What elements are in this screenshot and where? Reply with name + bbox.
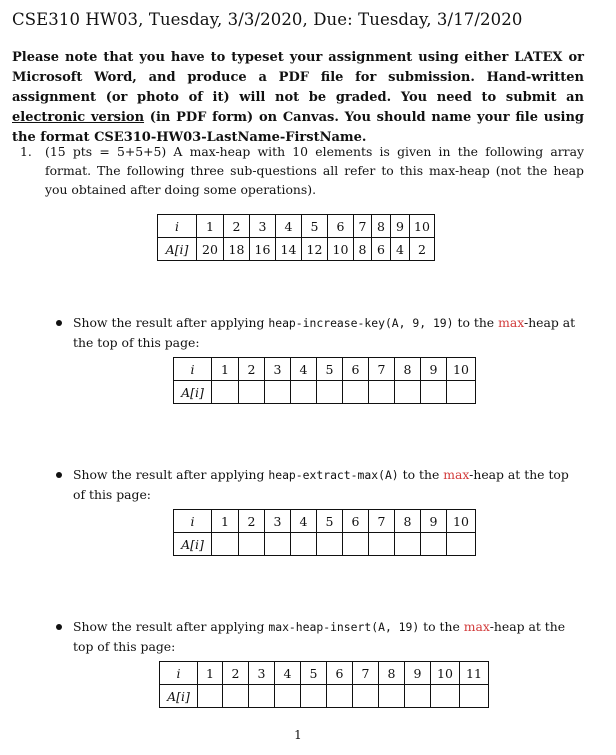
- index-cell: 6: [327, 662, 353, 685]
- submission-notice: [12, 48, 584, 148]
- table-row-index: [158, 215, 435, 238]
- index-cell: 4: [291, 358, 317, 381]
- table-row-values: [160, 685, 489, 708]
- question-insert: [56, 617, 584, 656]
- bullet-icon: [56, 624, 62, 630]
- value-cell: 4: [391, 238, 410, 261]
- answer-cell[interactable]: [343, 381, 369, 404]
- index-cell: 9: [421, 358, 447, 381]
- table-row-values: [174, 533, 476, 556]
- index-cell: 11: [460, 662, 489, 685]
- answer-cell[interactable]: [460, 685, 489, 708]
- electronic-version-link[interactable]: electronic version: [12, 110, 145, 125]
- question-text: Show the result after applying: [73, 619, 269, 634]
- index-cell: 9: [421, 510, 447, 533]
- answer-cell[interactable]: [369, 381, 395, 404]
- index-cell: 2: [239, 510, 265, 533]
- question-text: Show the result after applying: [73, 467, 269, 482]
- answer-cell[interactable]: [265, 381, 291, 404]
- answer-cell[interactable]: [327, 685, 353, 708]
- answer-cell[interactable]: [198, 685, 223, 708]
- answer-cell[interactable]: [265, 533, 291, 556]
- answer-cell[interactable]: [291, 381, 317, 404]
- index-cell: 1: [212, 510, 239, 533]
- notice-text-1: Please note that you have to typeset your assignment using either LATEX or Microsoft Word, and produce a PDF file for submission. Hand-written assignment (or photo of it) will not be graded. You need to submit an: [12, 50, 584, 105]
- answer-cell[interactable]: [212, 381, 239, 404]
- index-cell: 5: [302, 215, 328, 238]
- index-cell: 8: [372, 215, 391, 238]
- value-header: A[i]: [160, 685, 198, 708]
- bullet-icon: [56, 320, 62, 326]
- question-text: Show the result after applying: [73, 315, 269, 330]
- index-cell: 10: [447, 358, 476, 381]
- index-cell: 2: [224, 215, 250, 238]
- question-increase-key: [56, 313, 584, 352]
- question-text: to the: [398, 467, 444, 482]
- index-cell: 7: [369, 358, 395, 381]
- index-cell: 1: [212, 358, 239, 381]
- value-header: A[i]: [158, 238, 197, 261]
- table-row-index: [160, 662, 489, 685]
- table-row-values: [158, 238, 435, 261]
- table-row-index: [174, 510, 476, 533]
- answer-cell[interactable]: [212, 533, 239, 556]
- page-title: CSE310 HW03, Tuesday, 3/3/2020, Due: Tuesday, 3/17/2020: [12, 10, 523, 29]
- question-text: to the: [419, 619, 464, 634]
- answer-cell[interactable]: [379, 685, 405, 708]
- index-cell: 9: [405, 662, 431, 685]
- index-cell: 10: [447, 510, 476, 533]
- answer-cell[interactable]: [447, 381, 476, 404]
- answer-table-insert: [159, 661, 489, 708]
- index-cell: 2: [223, 662, 249, 685]
- page-number: 1: [294, 728, 302, 742]
- index-cell: 5: [317, 358, 343, 381]
- answer-table-extract-max: [173, 509, 476, 556]
- index-header: i: [158, 215, 197, 238]
- value-cell: 14: [276, 238, 302, 261]
- answer-cell[interactable]: [421, 381, 447, 404]
- index-cell: 5: [301, 662, 327, 685]
- index-cell: 10: [431, 662, 460, 685]
- problem-1: [20, 142, 584, 199]
- question-text: -heap at the top of this page:: [73, 467, 569, 502]
- code-call: max-heap-insert(A, 19): [268, 620, 420, 634]
- max-keyword: max: [463, 619, 490, 634]
- index-cell: 10: [410, 215, 435, 238]
- answer-cell[interactable]: [431, 685, 460, 708]
- index-cell: 7: [354, 215, 372, 238]
- question-text: to the: [453, 315, 499, 330]
- table-row-values: [174, 381, 476, 404]
- answer-cell[interactable]: [421, 533, 447, 556]
- value-header: A[i]: [174, 533, 212, 556]
- index-cell: 6: [343, 358, 369, 381]
- problem-text: (15 pts = 5+5+5) A max-heap with 10 elements is given in the following array format. The following three sub-questions all refer to this max-heap (not the heap you obtained after doing some operations).: [45, 144, 584, 197]
- index-cell: 4: [275, 662, 301, 685]
- index-cell: 3: [249, 662, 275, 685]
- index-cell: 4: [276, 215, 302, 238]
- value-cell: 12: [302, 238, 328, 261]
- value-cell: 6: [372, 238, 391, 261]
- answer-cell[interactable]: [395, 533, 421, 556]
- answer-cell[interactable]: [343, 533, 369, 556]
- value-header: A[i]: [174, 381, 212, 404]
- value-cell: 20: [197, 238, 224, 261]
- index-cell: 1: [198, 662, 223, 685]
- index-cell: 5: [317, 510, 343, 533]
- index-cell: 8: [395, 510, 421, 533]
- bullet-icon: [56, 472, 62, 478]
- answer-cell[interactable]: [275, 685, 301, 708]
- index-cell: 9: [391, 215, 410, 238]
- answer-cell[interactable]: [317, 533, 343, 556]
- answer-cell[interactable]: [405, 685, 431, 708]
- answer-table-increase-key: [173, 357, 476, 404]
- code-call: heap-extract-max(A): [268, 468, 399, 482]
- answer-cell[interactable]: [369, 533, 395, 556]
- notice-text-2: (in PDF form) on Canvas. You should name your file using the format CSE310-HW03-LastName-FirstName.: [12, 110, 584, 145]
- question-text: -heap at the top of this page:: [73, 619, 566, 654]
- index-cell: 3: [265, 510, 291, 533]
- answer-cell[interactable]: [447, 533, 476, 556]
- answer-cell[interactable]: [239, 381, 265, 404]
- answer-cell[interactable]: [317, 381, 343, 404]
- index-cell: 6: [343, 510, 369, 533]
- index-cell: 2: [239, 358, 265, 381]
- value-cell: 8: [354, 238, 372, 261]
- index-cell: 8: [379, 662, 405, 685]
- value-cell: 18: [224, 238, 250, 261]
- answer-cell[interactable]: [239, 533, 265, 556]
- index-cell: 7: [353, 662, 379, 685]
- answer-cell[interactable]: [249, 685, 275, 708]
- index-header: i: [160, 662, 198, 685]
- answer-cell[interactable]: [223, 685, 249, 708]
- heap-array-table: [157, 214, 435, 261]
- index-cell: 1: [197, 215, 224, 238]
- index-cell: 3: [265, 358, 291, 381]
- index-header: i: [174, 358, 212, 381]
- value-cell: 16: [250, 238, 276, 261]
- max-keyword: max: [443, 467, 470, 482]
- value-cell: 10: [328, 238, 354, 261]
- index-header: i: [174, 510, 212, 533]
- code-call: heap-increase-key(A, 9, 19): [268, 316, 454, 330]
- problem-number: 1.: [20, 144, 32, 159]
- index-cell: 6: [328, 215, 354, 238]
- question-extract-max: [56, 465, 584, 504]
- question-text: -heap at the top of this page:: [73, 315, 576, 350]
- index-cell: 3: [250, 215, 276, 238]
- max-keyword: max: [498, 315, 525, 330]
- index-cell: 4: [291, 510, 317, 533]
- table-row-index: [174, 358, 476, 381]
- answer-cell[interactable]: [395, 381, 421, 404]
- index-cell: 7: [369, 510, 395, 533]
- index-cell: 8: [395, 358, 421, 381]
- answer-cell[interactable]: [291, 533, 317, 556]
- answer-cell[interactable]: [353, 685, 379, 708]
- answer-cell[interactable]: [301, 685, 327, 708]
- value-cell: 2: [410, 238, 435, 261]
